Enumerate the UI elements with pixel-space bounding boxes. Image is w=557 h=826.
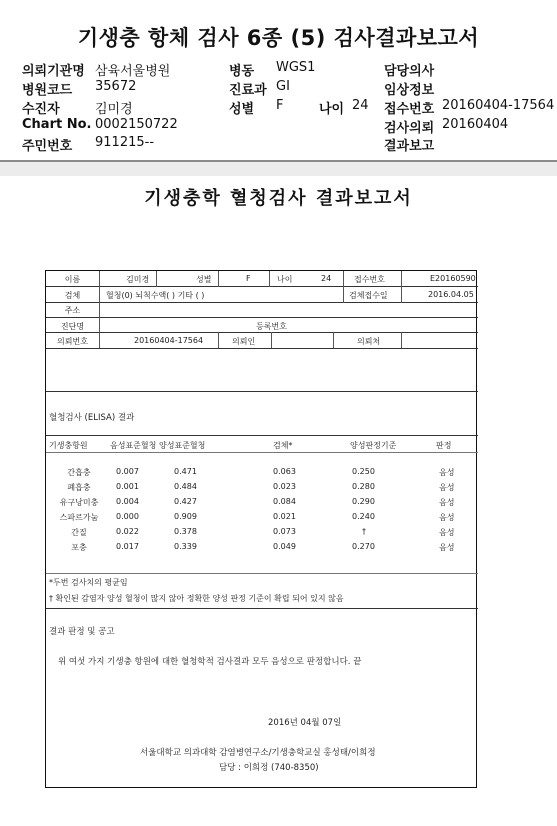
- specimen-value: 혈청(0) 뇌척수액( ) 기타 ( ): [106, 291, 205, 300]
- sex-label: 성별: [229, 102, 255, 117]
- footnote-average: *두번 검사치의 평균임: [49, 578, 128, 587]
- grid-line: [343, 271, 344, 303]
- table-cell: 0.240: [352, 512, 375, 521]
- grid-line: [401, 271, 402, 303]
- ward-value: WGS1: [276, 60, 316, 75]
- patient-value: 김미경: [95, 102, 133, 117]
- table-cell: 0.022: [116, 527, 139, 536]
- sex-value: F: [246, 274, 251, 283]
- col-header-cutoff: 양성판정기준: [350, 441, 397, 450]
- institution-value: 삼육서울병원: [95, 64, 171, 79]
- grid-line: [46, 332, 478, 333]
- table-cell: 음성: [439, 498, 455, 507]
- col-header-positive: 양성표준혈청: [159, 441, 206, 450]
- table-cell: 0.084: [273, 497, 296, 506]
- table-cell: 0.049: [273, 542, 296, 551]
- grid-line: [46, 302, 478, 303]
- table-cell: 0.001: [116, 482, 139, 491]
- dept-label: 진료과: [229, 83, 267, 98]
- conclusion-title: 결과 판정 및 공고: [49, 627, 115, 637]
- col-header-antigen: 기생충항원: [49, 441, 88, 450]
- sex-label: 성별: [196, 275, 212, 284]
- col-header-specimen: 검체*: [273, 441, 293, 450]
- diagnosis-label: 진단명: [60, 322, 85, 331]
- table-cell: 유구낭미충: [59, 498, 99, 507]
- receipt-value: E20160590: [430, 274, 476, 283]
- ward-label: 병동: [229, 64, 255, 79]
- col-header-negative: 음성표준혈청: [110, 441, 157, 450]
- name-value: 김미경: [126, 275, 150, 284]
- footnote-dagger: † 확인된 감염자 양성 혈청이 많지 않아 정확한 양성 판정 기준이 확립 되어 있지 않음: [49, 594, 344, 603]
- requester-label: 의뢰인: [232, 337, 256, 346]
- request-place-label: 의뢰처: [357, 337, 381, 346]
- conclusion-text: 위 여섯 가지 기생충 항원에 대한 혈청학적 검사결과 모두 음성으로 판정합니다. 끝: [58, 657, 362, 667]
- receipt-no-value: 20160404-17564: [442, 98, 555, 113]
- age-label: 나이: [277, 275, 293, 284]
- grid-line: [46, 573, 478, 574]
- grid-line: [401, 332, 402, 348]
- table-cell: 0.471: [174, 467, 197, 476]
- receipt-label: 접수번호: [354, 275, 385, 284]
- table-cell: †: [362, 527, 366, 536]
- doctor-label: 담당의사: [384, 64, 435, 79]
- col-header-judgment: 판정: [436, 441, 452, 450]
- table-cell: 스파르가눔: [59, 513, 99, 522]
- table-cell: 0.073: [273, 527, 296, 536]
- table-cell: 음성: [439, 513, 455, 522]
- hospital-code-value: 35672: [95, 79, 137, 94]
- name-label: 이름: [64, 275, 81, 284]
- grid-line: [99, 271, 100, 348]
- table-cell: 음성: [439, 468, 455, 477]
- grid-line: [46, 317, 478, 318]
- grid-line: [218, 332, 219, 348]
- table-cell: 0.484: [174, 482, 197, 491]
- hospital-code-label: 병원코드: [22, 83, 73, 98]
- table-cell: 0.339: [174, 542, 197, 551]
- table-cell: 0.007: [116, 467, 139, 476]
- signature-line: 서울대학교 의과대학 감염병연구소/기생충학교실 홍성태/이희정: [140, 748, 376, 758]
- request-no-value: 20160404-17564: [134, 336, 204, 345]
- table-cell: 0.909: [174, 512, 197, 521]
- specimen-date-label: 검체접수일: [349, 291, 388, 300]
- table-cell: 0.427: [174, 497, 197, 506]
- age-value: 24: [352, 98, 369, 113]
- specimen-label: 검체: [64, 291, 81, 300]
- sex-value: F: [276, 98, 284, 113]
- report-header: [0, 0, 557, 163]
- table-cell: 0.378: [174, 527, 197, 536]
- chart-no-value: 0002150722: [95, 117, 178, 132]
- request-no-label: 의뢰번호: [57, 337, 88, 346]
- grid-line: [269, 271, 270, 287]
- rrn-label: 주민번호: [22, 139, 73, 154]
- receipt-no-label: 접수번호: [384, 102, 435, 117]
- table-cell: 0.021: [273, 512, 296, 521]
- address-label: 주소: [64, 306, 81, 315]
- table-cell: 음성: [439, 483, 455, 492]
- page-title: 기생충 항체 검사 6종 (5) 검사결과보고서: [77, 26, 480, 50]
- grid-line: [46, 286, 478, 287]
- grid-line: [46, 391, 478, 392]
- table-cell: 0.063: [273, 467, 296, 476]
- report-label: 결과보고: [384, 139, 435, 154]
- grid-line: [46, 452, 478, 453]
- table-cell: 음성: [439, 528, 455, 537]
- table-cell: 폐흡충: [67, 483, 91, 492]
- patient-label: 수진자: [22, 102, 60, 117]
- table-cell: 0.270: [352, 542, 375, 551]
- grid-line: [218, 271, 219, 287]
- contact-line: 담당 : 이희정 (740-8350): [219, 763, 319, 773]
- table-cell: 0.023: [273, 482, 296, 491]
- grid-line: [271, 332, 272, 348]
- grid-line: [46, 348, 478, 349]
- grid-line: [46, 608, 478, 609]
- table-cell: 간흡충: [67, 468, 91, 477]
- dept-value: GI: [276, 79, 290, 94]
- report-date: 2016년 04월 07일: [268, 718, 342, 728]
- request-date-value: 20160404: [442, 117, 509, 132]
- report-title: 기생충학 혈청검사 결과보고서: [144, 188, 413, 209]
- grid-line: [333, 332, 334, 348]
- table-cell: 포충: [71, 543, 87, 552]
- age-label: 나이: [319, 102, 345, 117]
- rrn-value: 911215--: [95, 135, 155, 150]
- elisa-section-title: 혈청검사 (ELISA) 결과: [49, 413, 135, 423]
- table-cell: 0.017: [116, 542, 139, 551]
- grid-line: [156, 271, 157, 287]
- table-cell: 0.280: [352, 482, 375, 491]
- chart-no-label: Chart No.: [22, 117, 92, 132]
- table-cell: 0.004: [116, 497, 139, 506]
- specimen-date-value: 2016.04.05: [428, 290, 474, 299]
- registration-label: 등록번호: [256, 322, 287, 331]
- table-cell: 간질: [71, 528, 87, 537]
- institution-label: 의뢰기관명: [22, 64, 85, 79]
- request-date-label: 검사의뢰: [384, 121, 435, 136]
- table-cell: 0.290: [352, 497, 375, 506]
- scan-shade: [0, 162, 557, 176]
- table-cell: 0.000: [116, 512, 139, 521]
- clinical-info-label: 임상정보: [384, 83, 435, 98]
- age-value: 24: [321, 274, 332, 283]
- table-cell: 음성: [439, 543, 455, 552]
- grid-line: [46, 435, 478, 436]
- table-cell: 0.250: [352, 467, 375, 476]
- report-frame: [45, 270, 477, 788]
